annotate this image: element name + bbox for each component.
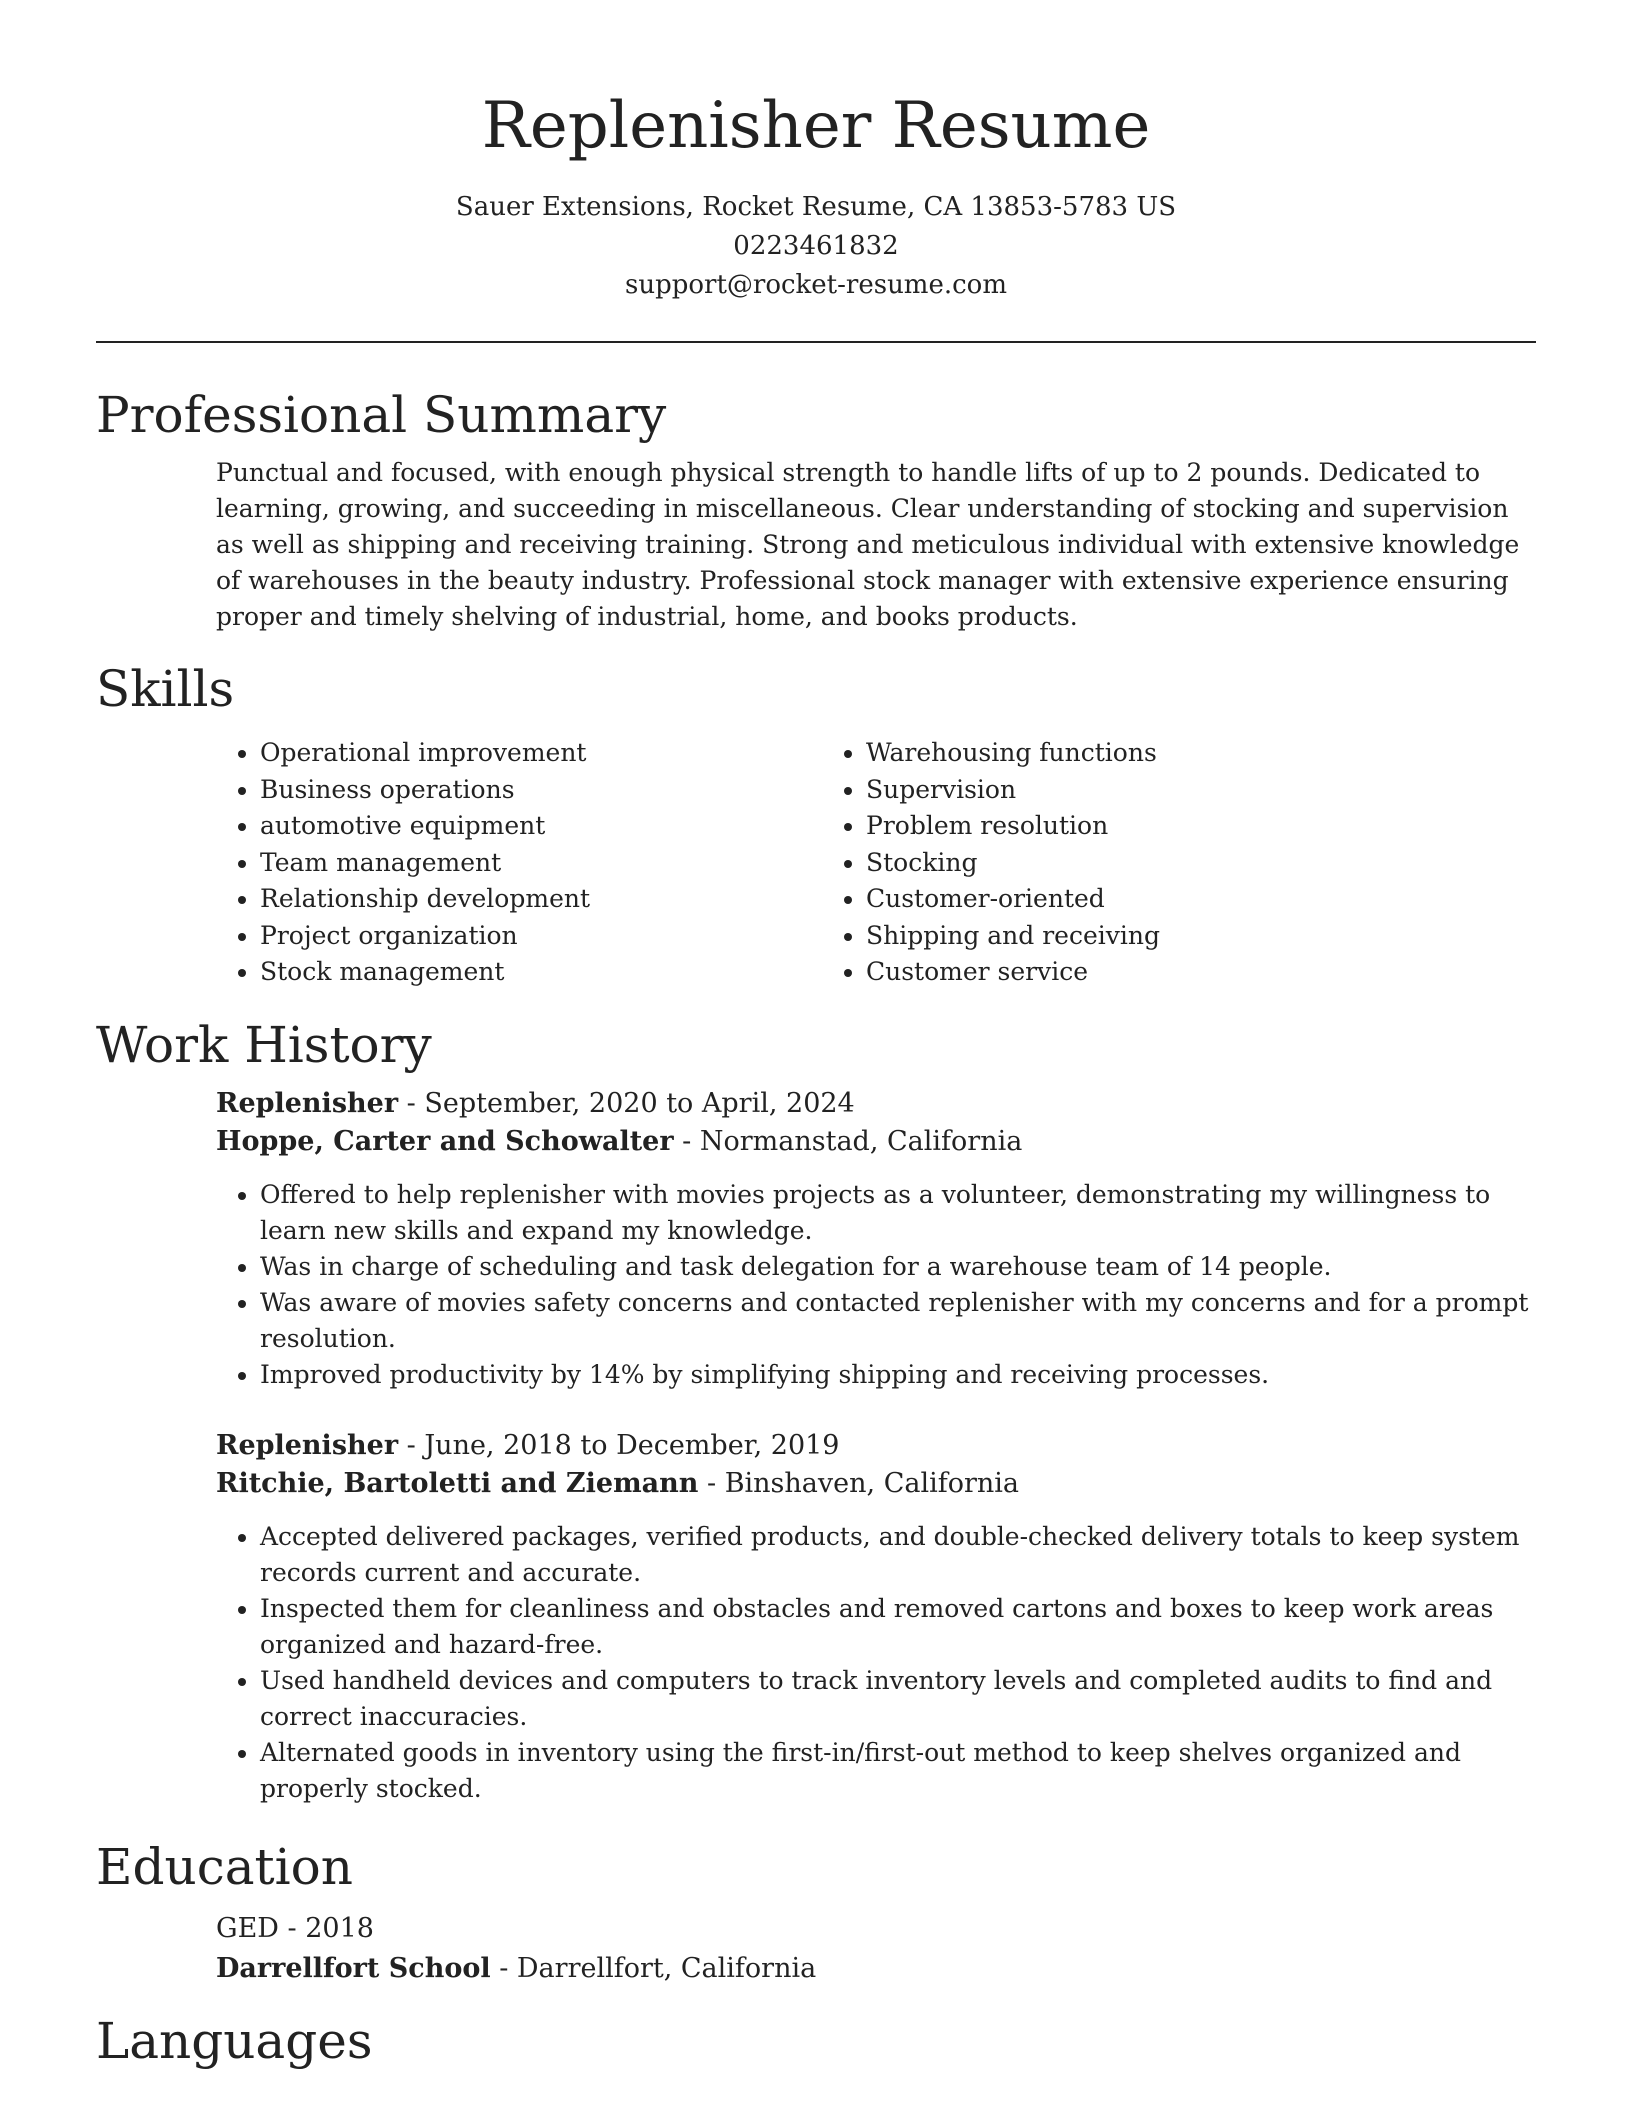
- education-location: - Darrellfort, California: [490, 1952, 817, 1984]
- summary-text: Punctual and focused, with enough physical strength to handle lifts of up to 2 pounds. Dedicated to learning, growing, and succeeding in miscellaneous. Clear understanding of stocking and supervision as well as shipping and receiving training. Strong and meticulous individual with extensive knowledge of warehouses in the beauty industry. Professional stock manager with extensive experience ensuring proper and timely shelving of industrial, home, and books products.: [216, 458, 1520, 631]
- work-history-heading: Work History: [96, 1015, 432, 1074]
- job-company: Ritchie, Bartoletti and Ziemann: [216, 1467, 699, 1499]
- job-bullet: • Offered to help replenisher with movies projects as a volunteer, demonstrating my willingness to learn new skills and expand my knowledge.: [260, 1177, 1536, 1249]
- skill-item: • Project organization: [260, 918, 822, 955]
- job-bullet: • Improved productivity by 14% by simplifying shipping and receiving processes.: [260, 1357, 1536, 1393]
- job-title-line: [216, 1085, 1536, 1123]
- skills-list: [216, 735, 1536, 991]
- skill-item: • Warehousing functions: [866, 735, 1428, 772]
- skill-item: • Stocking: [866, 845, 1428, 882]
- job-bullet: • Accepted delivered packages, verified products, and double-checked delivery totals to keep system records current and accurate.: [260, 1519, 1536, 1591]
- job-bullet: • Alternated goods in inventory using the first-in/first-out method to keep shelves organized and properly stocked.: [260, 1735, 1536, 1807]
- job-bullet: • Was in charge of scheduling and task delegation for a warehouse team of 14 people.: [260, 1249, 1536, 1285]
- job-bullet-list: [216, 1177, 1536, 1393]
- education-heading: Education: [96, 1837, 353, 1896]
- education-degree: GED: [216, 1912, 279, 1944]
- job-role: Replenisher: [216, 1087, 399, 1119]
- skill-item: • Customer service: [866, 954, 1428, 991]
- job-entry: [216, 1427, 1536, 1807]
- job-role: Replenisher: [216, 1429, 399, 1461]
- job-company-line: [216, 1123, 1536, 1161]
- job-title-line: [216, 1427, 1536, 1465]
- skill-item: • Shipping and receiving: [866, 918, 1428, 955]
- phone-text: 0223461832: [733, 231, 899, 261]
- job-location: - Normanstad, California: [673, 1125, 1023, 1157]
- skill-item: • Operational improvement: [260, 735, 822, 772]
- resume-page: [96, 0, 1536, 2071]
- contact-block: [96, 188, 1536, 305]
- job-bullet-list: [216, 1519, 1536, 1807]
- job-dates: - September, 2020 to April, 2024: [398, 1087, 855, 1119]
- resume-title: Replenisher Resume: [481, 89, 1151, 163]
- email-text: support@rocket-resume.com: [624, 270, 1007, 300]
- skill-item: • Supervision: [866, 772, 1428, 809]
- skill-item: • Customer-oriented: [866, 881, 1428, 918]
- address-text: Sauer Extensions, Rocket Resume, CA 13853-5783 US: [455, 192, 1177, 222]
- job-bullet: • Was aware of movies safety concerns and contacted replenisher with my concerns and for a prompt resolution.: [260, 1285, 1536, 1357]
- job-dates: - June, 2018 to December, 2019: [398, 1429, 840, 1461]
- languages-heading: Languages: [96, 2011, 373, 2070]
- job-entry: [216, 1085, 1536, 1393]
- education-entry: [216, 1909, 1536, 1989]
- job-company: Hoppe, Carter and Schowalter: [216, 1125, 674, 1157]
- skill-item: • Business operations: [260, 772, 822, 809]
- education-year: - 2018: [278, 1912, 374, 1944]
- job-location: - Binshaven, California: [698, 1467, 1019, 1499]
- skill-item: • Problem resolution: [866, 808, 1428, 845]
- header-divider: [96, 341, 1536, 343]
- skill-item: • automotive equipment: [260, 808, 822, 845]
- skill-item: • Stock management: [260, 954, 822, 991]
- skills-column-right: [822, 735, 1428, 991]
- resume-header: [96, 0, 1536, 305]
- skills-heading: Skills: [96, 660, 235, 718]
- skill-item: • Relationship development: [260, 881, 822, 918]
- education-degree-line: [216, 1909, 1536, 1949]
- education-school: Darrellfort School: [216, 1952, 491, 1984]
- job-bullet: • Inspected them for cleanliness and obstacles and removed cartons and boxes to keep work areas organized and hazard-free.: [260, 1591, 1536, 1663]
- job-company-line: [216, 1465, 1536, 1503]
- education-school-line: [216, 1949, 1536, 1989]
- job-bullet: • Used handheld devices and computers to track inventory levels and completed audits to find and correct inaccuracies.: [260, 1663, 1536, 1735]
- skills-column-left: [216, 735, 822, 991]
- skill-item: • Team management: [260, 845, 822, 882]
- summary-heading: Professional Summary: [96, 386, 667, 444]
